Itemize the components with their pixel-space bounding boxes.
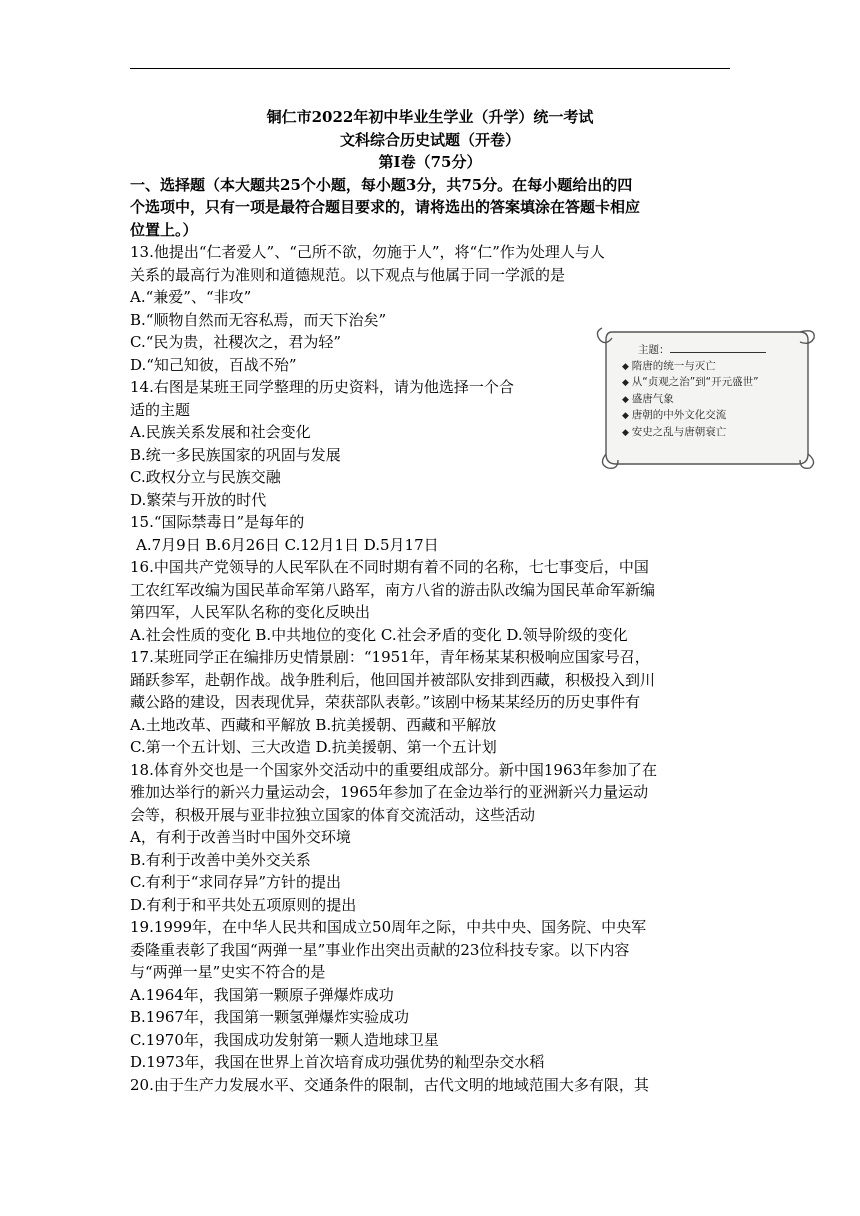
options-line: A.7月9日 B.6月26日 C.12月1日 D.5月17日 (136, 535, 439, 554)
question-stem: 关系的最高行为准则和道德规范。以下观点与他属于同一学派的是 (130, 265, 566, 284)
question-stem: 第四军，人民军队名称的变化反映出 (130, 603, 371, 621)
question-stem: 17.某班同学正在编排历史情景剧：“1951年，青年杨某某积极响应国家号召， (130, 648, 650, 666)
question-stem: 16.中国共产党领导的人民军队在不同时期有着不同的名称，七七事变后，中国 (130, 558, 649, 576)
option-b: B.统一多民族国家的巩固与发展 (130, 445, 341, 464)
option-c: C.1970年，我国成功发射第一颗人造地球卫星 (130, 1030, 439, 1049)
question-stem: 委隆重表彰了我国“两弹一星”事业作出突出贡献的23位科技专家。以下内容 (130, 940, 630, 959)
scroll-item: ◆ 盛唐气象 (622, 392, 766, 409)
section-instructions (130, 174, 730, 242)
option-b: B.有利于改善中美外交关系 (130, 850, 311, 869)
option-a: A，有利于改善当时中国外交环境 (130, 828, 351, 846)
scroll-theme-line (622, 342, 766, 359)
question-stem: 15.“国际禁毒日”是每年的 (130, 513, 305, 531)
scroll-content (622, 342, 766, 441)
option-b: B.1967年，我国第一颗氢弹爆炸实验成功 (130, 1008, 409, 1026)
question-18 (130, 759, 730, 917)
option-c: C.“民为贵，社稷次之，君为轻” (130, 333, 342, 351)
question-stem: 14.右图是某班王同学整理的历史资料，请为他选择一个合 (130, 378, 514, 396)
scroll-item: ◆ 安史之乱与唐朝衰亡 (622, 425, 766, 442)
scroll-item: ◆ 从“贞观之治”到“开元盛世” (622, 375, 766, 392)
header-rule (130, 68, 730, 69)
option-a: A.“兼爱”、“非攻” (130, 288, 252, 306)
option-a: A.1964年，我国第一颗原子弹爆炸成功 (130, 985, 394, 1004)
exam-page (130, 98, 730, 1096)
instruction-line: 一、选择题（本大题共25个小题，每小题3分，共75分。在每小题给出的四 (130, 175, 633, 194)
options-line: A.社会性质的变化 B.中共地位的变化 C.社会矛盾的变化 D.领导阶级的变化 (130, 625, 628, 644)
exam-subtitle: 文科综合历史试题（开卷） (339, 130, 520, 149)
question-stem: 藏公路的建设，因表现优异，荣获部队表彰。”该剧中杨某某经历的历史事件有 (130, 693, 641, 711)
volume-title: 第Ⅰ卷（75分） (378, 153, 482, 171)
question-16 (130, 556, 730, 646)
options-line: A.土地改革、西藏和平解放 B.抗美援朝、西藏和平解放 (130, 715, 497, 734)
option-d: D.繁荣与开放的时代 (130, 490, 267, 509)
option-a: A.民族关系发展和社会变化 (130, 423, 311, 441)
scroll-item: ◆ 唐朝的中外文化交流 (622, 408, 766, 425)
theme-blank (670, 342, 766, 353)
question-stem: 18.体育外交也是一个国家外交活动中的重要组成部分。新中国1963年参加了在 (130, 760, 658, 779)
question-stem: 适的主题 (130, 400, 191, 419)
question-stem: 踊跃参军，赴朝作战。战争胜利后，他回国并被部队安排到西藏，积极投入到川 (130, 670, 656, 689)
option-d: D.有利于和平共处五项原则的提出 (130, 895, 357, 914)
exam-title: 铜仁市2022年初中毕业生学业（升学）统一考试 (266, 108, 594, 126)
scroll-theme-label: 主题： (638, 344, 670, 356)
question-stem: 20.由于生产力发展水平、交通条件的限制，古代文明的地域范围大多有限，其 (130, 1075, 649, 1094)
question-17 (130, 646, 730, 759)
scroll-item: ◆ 隋唐的统一与灭亡 (622, 359, 766, 376)
question-stem: 19.1999年，在中华人民共和国成立50周年之际，中共中央、国务院、中央军 (130, 918, 647, 936)
option-d: D.“知己知彼，百战不殆” (130, 355, 297, 374)
option-b: B.“顺物自然而无容私焉，而天下治矣” (130, 310, 387, 329)
option-c: C.有利于“求同存异”方针的提出 (130, 873, 342, 891)
question-19 (130, 916, 730, 1074)
question-stem: 13.他提出“仁者爱人”、“己所不欲，勿施于人”，将“仁”作为处理人与人 (130, 243, 605, 261)
question-stem: 会等，积极开展与亚非拉独立国家的体育交流活动，这些活动 (130, 805, 536, 824)
question-20 (130, 1074, 730, 1097)
instruction-line: 个选项中，只有一项是最符合题目要求的，请将选出的答案填涂在答题卡相应 (130, 198, 641, 216)
instruction-line: 位置上。） (130, 220, 198, 239)
options-line: C.第一个五计划、三大改造 D.抗美援朝、第一个五计划 (130, 738, 497, 756)
question-stem: 与“两弹一星”史实不符合的是 (130, 963, 326, 981)
question-15 (130, 511, 730, 556)
question-stem: 雅加达举行的新兴力量运动会，1965年参加了在金边举行的亚洲新兴力量运动 (130, 783, 649, 801)
history-scroll-figure (594, 318, 820, 472)
option-d: D.1973年，我国在世界上首次培育成功强优势的籼型杂交水稻 (130, 1053, 545, 1071)
option-c: C.政权分立与民族交融 (130, 468, 281, 486)
question-stem: 工农红军改编为国民革命军第八路军，南方八省的游击队改编为国民革命军新编 (130, 580, 656, 599)
